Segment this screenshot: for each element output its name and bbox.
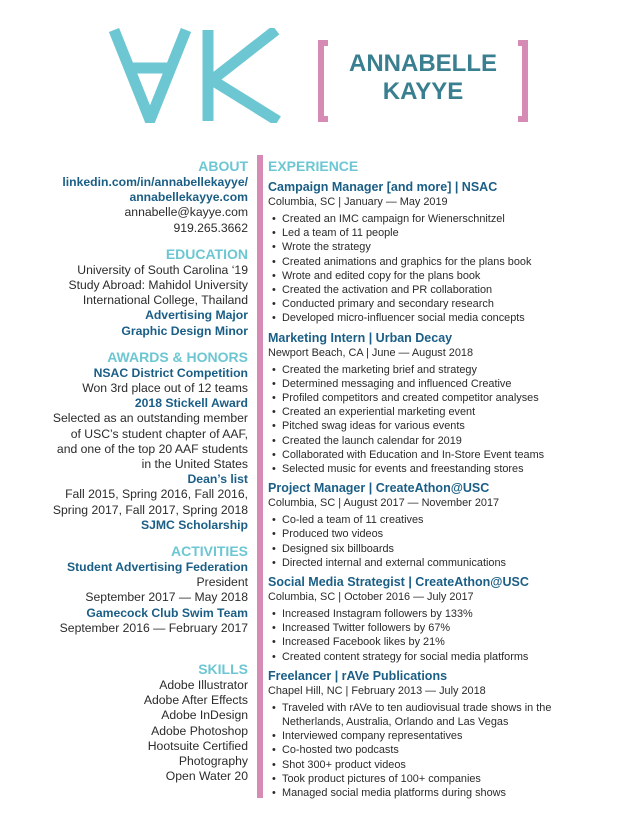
activities-title: ACTIVITIES — [170, 543, 248, 560]
left-column — [23, 157, 248, 785]
website-link[interactable]: annabellekayye.com — [129, 190, 248, 205]
first-name: ANNABELLE — [349, 50, 497, 77]
job-bullet: • Led a team of 11 people — [268, 226, 588, 240]
job-bullet: • Wrote and edited copy for the plans book — [268, 269, 588, 283]
last-name: KAYYE — [382, 78, 464, 105]
job-bullet: • Designed six billboards — [268, 542, 588, 556]
stickell-award-title: 2018 Stickell Award — [134, 396, 248, 411]
job-title: Freelancer | rAVe Publications — [268, 668, 448, 683]
left-bracket — [318, 40, 328, 122]
minor-text: Graphic Design Minor — [121, 323, 248, 338]
school-text: University of South Carolina ‘19 — [77, 262, 248, 277]
job-bullets — [268, 212, 588, 326]
about-title: ABOUT — [198, 158, 248, 174]
job-bullet: • Created the launch calendar for 2019 — [268, 434, 588, 448]
right-bracket — [518, 40, 528, 122]
job-bullet: • Created the activation and PR collaboration — [268, 283, 588, 297]
job-bullet: • Created an experiential marketing event — [268, 405, 588, 419]
job-meta: Newport Beach, CA | June — August 2018 — [268, 346, 474, 359]
job-entry — [268, 574, 588, 664]
stickell-desc-4: in the United States — [141, 457, 248, 472]
job-bullets — [268, 701, 588, 800]
job-entry — [268, 179, 588, 326]
job-title: Project Manager | CreateAthon@USC — [268, 481, 490, 496]
stickell-desc-1: Selected as an outstanding member — [52, 411, 248, 426]
job-bullet: • Pitched swag ideas for various events — [268, 419, 588, 433]
job-bullet: • Co-led a team of 11 creatives — [268, 513, 588, 527]
skill-item: Adobe Photoshop — [151, 723, 248, 738]
experience-title: EXPERIENCE — [268, 158, 359, 174]
nsac-award-title: NSAC District Competition — [93, 365, 248, 380]
linkedin-link[interactable]: linkedin.com/in/annabellekayye/ — [62, 175, 248, 189]
job-bullet: • Increased Instagram followers by 133% — [268, 607, 588, 621]
nsac-award-desc: Won 3rd place out of 12 teams — [82, 381, 248, 396]
email-text[interactable]: annabelle@kayye.com — [124, 205, 248, 220]
job-bullet: • Shot 300+ product videos — [268, 758, 588, 772]
right-column — [268, 157, 588, 800]
major-text: Advertising Major — [145, 308, 248, 323]
job-bullet: • Created the marketing brief and strategy — [268, 363, 588, 377]
job-bullet: • Created an IMC campaign for Wienerschnitzel — [268, 212, 588, 226]
job-bullet: • Profiled competitors and created competitor analyses — [268, 391, 588, 405]
stickell-desc-2: of USC’s student chapter of AAF, — [70, 426, 248, 441]
job-bullets — [268, 363, 588, 477]
skill-item: Photography — [178, 754, 248, 769]
job-bullet: • Collaborated with Education and In-Store Event teams — [268, 448, 588, 462]
job-bullets — [268, 607, 588, 664]
stickell-desc-3: and one of the top 20 AAF students — [56, 441, 248, 456]
full-name — [332, 50, 514, 106]
job-entry — [268, 330, 588, 477]
job-entry — [268, 480, 588, 570]
sjmc-scholarship: SJMC Scholarship — [140, 517, 248, 532]
job-title: Marketing Intern | Urban Decay — [268, 330, 453, 345]
skill-item: Adobe InDesign — [161, 708, 248, 723]
awards-title: AWARDS & HONORS — [107, 348, 248, 365]
ak-monogram-logo — [108, 28, 288, 123]
job-bullet: • Increased Facebook likes by 21% — [268, 635, 588, 649]
skill-item: Adobe After Effects — [143, 693, 248, 708]
job-bullet: • Increased Twitter followers by 67% — [268, 621, 588, 635]
job-bullet: • Traveled with rAVe to ten audiovisual trade shows in the Netherlands, Australia, Orlando and Las Vegas — [268, 701, 588, 729]
skill-item: Hootsuite Certified — [147, 738, 248, 753]
deans-list-2: Spring 2017, Fall 2017, Spring 2018 — [52, 502, 248, 517]
job-title: Campaign Manager [and more] | NSAC — [268, 180, 498, 194]
study-abroad-line-2: International College, Thailand — [82, 293, 248, 308]
saf-role: President — [196, 575, 248, 590]
job-meta: Columbia, SC | October 2016 — July 2017 — [268, 591, 474, 604]
phone-text: 919.265.3662 — [173, 220, 248, 235]
job-bullets — [268, 513, 588, 570]
deans-list-1: Fall 2015, Spring 2016, Fall 2016, — [65, 487, 248, 502]
swim-team-dates: September 2016 — February 2017 — [59, 620, 248, 635]
job-bullet: • Directed internal and external communications — [268, 556, 588, 570]
job-bullet: • Created content strategy for social media platforms — [268, 650, 588, 664]
job-meta: Chapel Hill, NC | February 2013 — July 2018 — [268, 684, 486, 697]
job-bullet: • Managed social media platforms during shows — [268, 786, 588, 800]
skill-item: Open Water 20 — [165, 769, 248, 784]
job-bullet: • Developed micro-influencer social media concepts — [268, 311, 588, 325]
skills-title: SKILLS — [198, 661, 248, 678]
name-block — [318, 40, 528, 122]
job-bullet: • Determined messaging and influenced Creative — [268, 377, 588, 391]
job-bullet: • Wrote the strategy — [268, 240, 588, 254]
job-bullet: • Co-hosted two podcasts — [268, 743, 588, 757]
job-bullet: • Created animations and graphics for the plans book — [268, 255, 588, 269]
deans-list-title: Dean’s list — [187, 472, 248, 487]
swim-team-title: Gamecock Club Swim Team — [86, 605, 248, 620]
job-entry — [268, 668, 588, 800]
job-bullet: • Took product pictures of 100+ companies — [268, 772, 588, 786]
job-bullet: • Conducted primary and secondary research — [268, 297, 588, 311]
skill-item: Adobe Illustrator — [159, 678, 248, 693]
education-title: EDUCATION — [165, 245, 248, 262]
job-bullet: • Interviewed company representatives — [268, 729, 588, 743]
vertical-divider — [257, 155, 263, 798]
job-meta: Columbia, SC | August 2017 — November 2017 — [268, 497, 500, 510]
job-meta: Columbia, SC | January — May 2019 — [268, 196, 448, 208]
study-abroad-line-1: Study Abroad: Mahidol University — [68, 278, 248, 293]
job-bullet: • Selected music for events and freestanding stores — [268, 462, 588, 476]
saf-title: Student Advertising Federation — [66, 560, 248, 575]
job-title: Social Media Strategist | CreateAthon@USC — [268, 575, 529, 590]
job-bullet: • Produced two videos — [268, 527, 588, 541]
saf-dates: September 2017 — May 2018 — [85, 590, 248, 605]
